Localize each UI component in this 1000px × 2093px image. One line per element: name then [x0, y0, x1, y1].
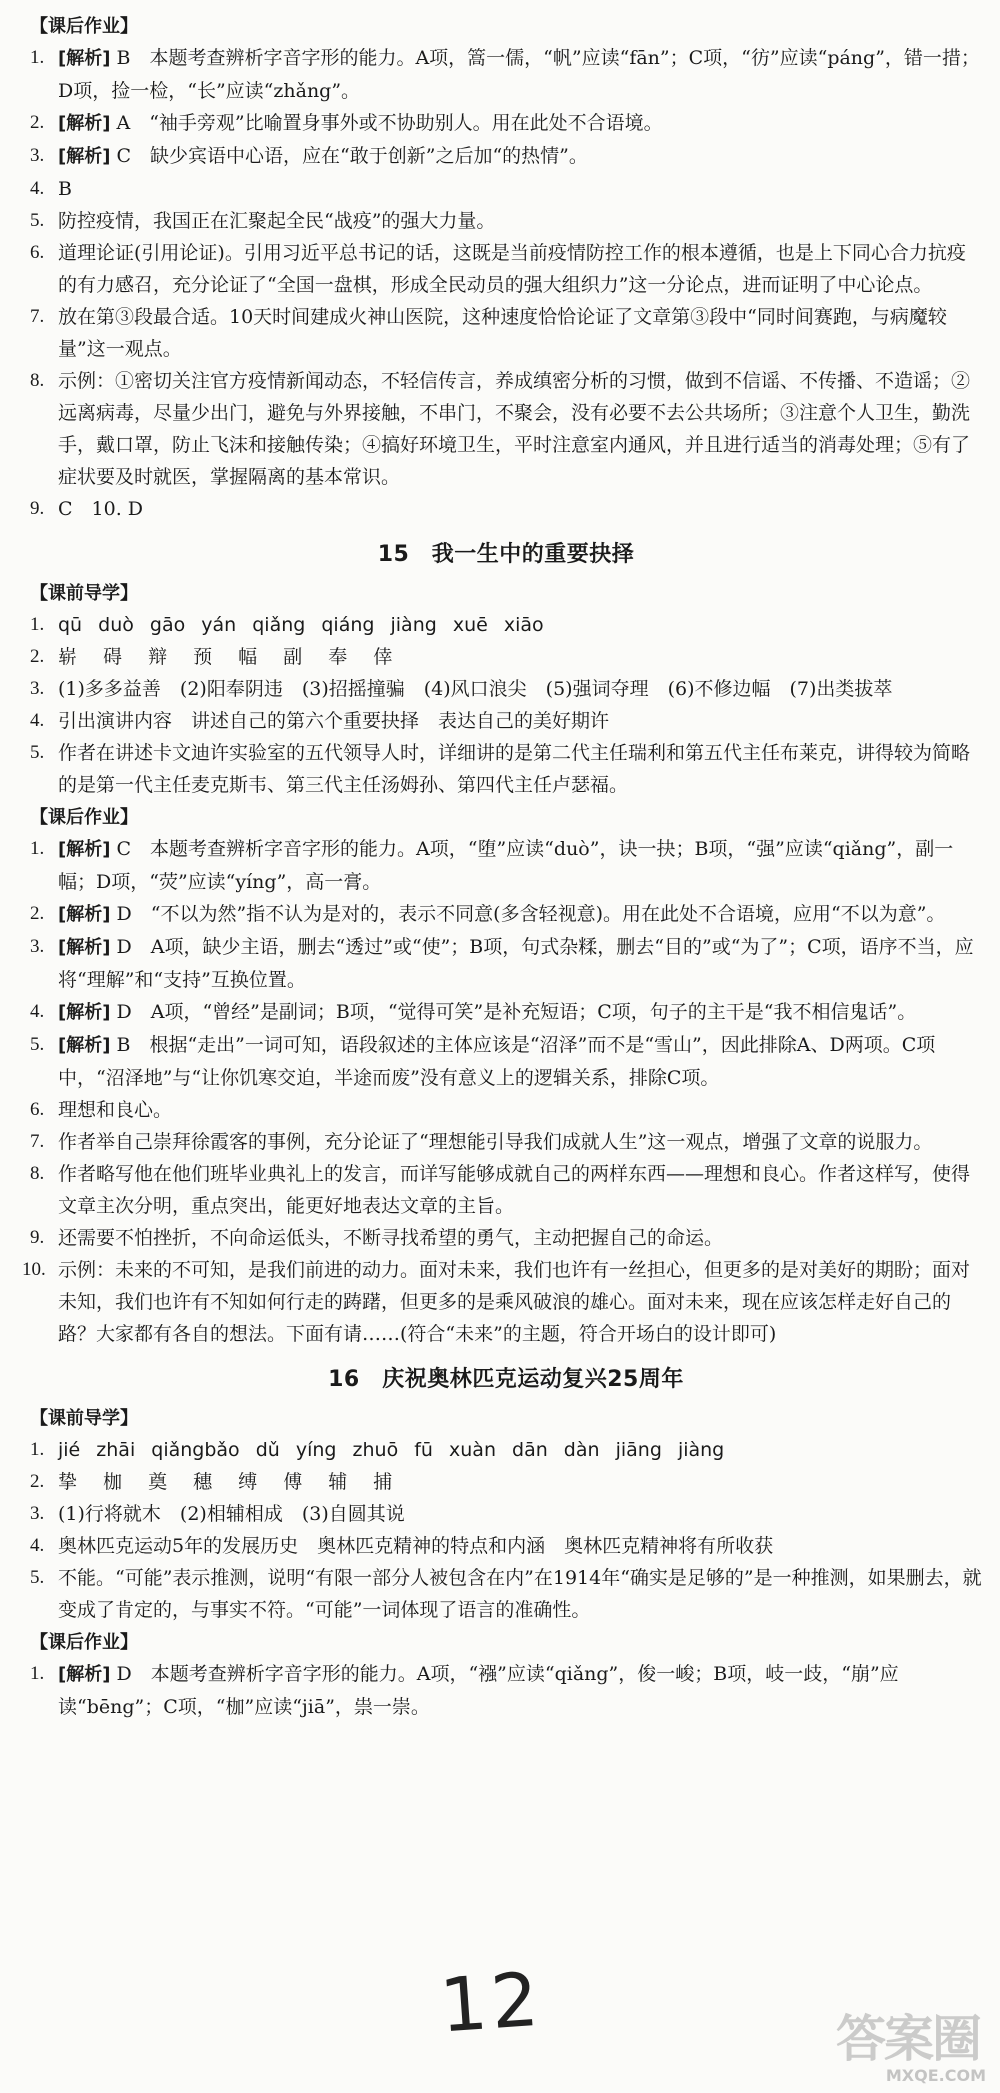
item-number: 5. — [30, 1034, 45, 1055]
item-text: B 本题考查辨析字音字形的能力。A项，篙一儒，“帆”应读“fān”；C项，“彷”应读“páng”，错一措；D项，捡一检，“长”应读“zhǎng”。 — [58, 47, 980, 102]
item-number: 9. — [30, 498, 45, 519]
preview-list — [30, 1434, 982, 1626]
item-text: qū duò gāo yán qiǎng qiáng jiàng xuē xiāo — [58, 614, 544, 636]
item-text: 作者举自己崇拜徐霞客的事例，充分论证了“理想能引导我们成就人生”这一观点，增强了文章的说服力。 — [58, 1131, 933, 1153]
list-item — [30, 301, 982, 365]
list-item — [30, 705, 982, 737]
item-body — [58, 205, 982, 237]
list-item — [30, 1094, 982, 1126]
item-body — [58, 1658, 982, 1723]
item-text: 不能。“可能”表示推测，说明“有限一部分人被包含在内”在1914年“确实是足够的”是一种推测，如果删去，就变成了肯定的，与事实不符。“可能”一词体现了语言的准确性。 — [58, 1567, 982, 1621]
analysis-tag: [解析] — [58, 904, 111, 925]
item-number: 3. — [30, 145, 45, 166]
item-text: 理想和良心。 — [58, 1099, 173, 1121]
item-body — [58, 365, 982, 493]
item-text: (1)行将就木 (2)相辅相成 (3)自圆其说 — [58, 1503, 405, 1525]
item-body — [58, 1562, 982, 1626]
analysis-tag: [解析] — [58, 1002, 111, 1023]
watermark-logo: 答案圈 — [836, 2010, 980, 2068]
list-item — [30, 1434, 982, 1466]
item-body — [58, 1498, 982, 1530]
item-text: 引出演讲内容 讲述自己的第六个重要抉择 表达自己的美好期许 — [58, 710, 610, 732]
item-text: C 本题考查辨析字音字形的能力。A项，“堕”应读“duò”，诀一抉；B项，“强”应读“qiǎng”，副一幅；D项，“荧”应读“yíng”，高一膏。 — [58, 838, 954, 893]
analysis-tag: [解析] — [58, 1664, 111, 1685]
item-text: 作者在讲述卡文迪许实验室的五代领导人时，详细讲的是第二代主任瑞利和第五代主任布莱克，讲得较为简略的是第一代主任麦克斯韦、第三代主任汤姆孙、第四代主任卢瑟福。 — [58, 742, 971, 796]
item-text: C 10. D — [58, 498, 144, 520]
item-body — [58, 301, 982, 365]
item-number: 7. — [30, 1131, 45, 1152]
list-item — [30, 173, 982, 205]
list-item — [30, 737, 982, 801]
item-number: 9. — [30, 1227, 45, 1248]
item-body — [58, 673, 982, 705]
analysis-tag: [解析] — [58, 1035, 111, 1056]
item-body — [58, 1158, 982, 1222]
item-text: D “不以为然”指不认为是对的，表示不同意(多含轻视意)。用在此处不合语境，应用“不以为意”。 — [116, 903, 946, 925]
item-body — [58, 237, 982, 301]
list-item — [30, 898, 982, 931]
item-body — [58, 493, 982, 525]
item-number: 3. — [30, 936, 45, 957]
item-body — [58, 1434, 982, 1466]
preview-label: 【课前导学】 — [30, 1408, 138, 1429]
item-text: (1)多多益善 (2)阳奉阴违 (3)招摇撞骗 (4)风口浪尖 (5)强词夺理 (6)不修边幅 (7)出类拔萃 — [58, 678, 893, 700]
item-number: 4. — [30, 1535, 45, 1556]
list-item — [30, 1530, 982, 1562]
homework-list — [30, 1658, 982, 1723]
item-body — [58, 42, 982, 107]
list-item — [30, 609, 982, 641]
item-text: jié zhāi qiǎngbǎo dǔ yíng zhuō fū xuàn dān dàn jiāng jiàng — [58, 1439, 725, 1461]
item-body — [58, 1254, 982, 1350]
analysis-tag: [解析] — [58, 113, 111, 134]
homework-label: 【课后作业】 — [30, 16, 138, 37]
item-number: 10. — [22, 1259, 46, 1280]
item-text: D 本题考查辨析字音字形的能力。A项，“襁”应读“qiǎng”，俊一峻；B项，岐一歧，“崩”应读“bēng”；C项，“枷”应读“jiā”，祟一崇。 — [58, 1663, 899, 1718]
list-item — [30, 205, 982, 237]
list-item — [30, 673, 982, 705]
preview-label: 【课前导学】 — [30, 583, 138, 604]
preview-list — [30, 609, 982, 801]
handwritten-page-number: 12 — [437, 1956, 546, 2050]
list-item — [30, 996, 982, 1029]
item-number: 4. — [30, 1001, 45, 1022]
item-body — [58, 641, 982, 673]
item-number: 2. — [30, 112, 45, 133]
list-item — [30, 833, 982, 898]
list-item — [30, 237, 982, 301]
list-item — [30, 1029, 982, 1094]
homework-list — [30, 42, 982, 525]
watermark-text: MXQE.COM — [885, 2066, 986, 2085]
item-text: 奥林匹克运动5年的发展历史 奥林匹克精神的特点和内涵 奥林匹克精神将有所收获 — [58, 1535, 774, 1557]
list-item — [30, 641, 982, 673]
list-item — [30, 493, 982, 525]
item-number: 4. — [30, 710, 45, 731]
item-body — [58, 931, 982, 996]
item-body — [58, 996, 982, 1029]
item-number: 1. — [30, 838, 45, 859]
item-number: 2. — [30, 1471, 45, 1492]
item-text: C 缺少宾语中心语，应在“敢于创新”之后加“的热情”。 — [116, 145, 588, 167]
item-text: D A项，缺少主语，删去“透过”或“使”；B项，句式杂糅，删去“目的”或“为了”；C项，语序不当，应将“理解”和“支持”互换位置。 — [58, 936, 974, 991]
item-number: 8. — [30, 1163, 45, 1184]
item-text: 作者略写他在他们班毕业典礼上的发言，而详写能够成就自己的两样东西——理想和良心。作者这样写，使得文章主次分明，重点突出，能更好地表达文章的主旨。 — [58, 1163, 971, 1217]
item-body — [58, 107, 982, 140]
item-number: 1. — [30, 1663, 45, 1684]
item-number: 6. — [30, 242, 45, 263]
homework-list — [22, 833, 982, 1350]
list-item — [30, 42, 982, 107]
item-body — [58, 1466, 982, 1498]
item-body — [58, 1530, 982, 1562]
list-item — [30, 140, 982, 173]
item-text: 示例：①密切关注官方疫情新闻动态，不轻信传言，养成缜密分析的习惯，做到不信谣、不传播、不造谣；②远离病毒，尽量少出门，避免与外界接触，不串门，不聚会，没有必要不去公共场所；③注意个人卫生，勤洗手，戴口罩，防止飞沫和接触传染；④搞好环境卫生，平时注意室内通风，并且进行适当的消毒处理；⑤有了症状要及时就医，掌握隔离的基本常识。 — [58, 370, 971, 488]
item-number: 1. — [30, 1439, 45, 1460]
item-number: 5. — [30, 1567, 45, 1588]
item-text: D A项，“曾经”是副词；B项，“觉得可笑”是补充短语；C项，句子的主干是“我不相信鬼话”。 — [116, 1001, 917, 1023]
item-text: 示例：未来的不可知，是我们前进的动力。面对未来，我们也许有一丝担心，但更多的是对美好的期盼；面对未知，我们也许有不知如何行走的踌躇，但更多的是乘风破浪的雄心。面对未来，现在应该怎样走好自己的路？大家都有各自的想法。下面有请……(符合“未来”的主题，符合开场白的设计即可) — [58, 1259, 971, 1345]
item-body — [58, 140, 982, 173]
lesson-16-title: 16 庆祝奥林匹克运动复兴25周年 — [328, 1367, 684, 1392]
item-number: 5. — [30, 210, 45, 231]
item-text: 挚 枷 奠 穗 缚 傅 辅 捕 — [58, 1471, 403, 1493]
item-body — [58, 1094, 982, 1126]
item-number: 3. — [30, 678, 45, 699]
item-number: 1. — [30, 47, 45, 68]
item-body — [58, 705, 982, 737]
item-text: 崭 碍 辩 预 幅 副 奉 倖 — [58, 646, 403, 668]
list-item — [30, 1466, 982, 1498]
list-item — [30, 1658, 982, 1723]
item-body — [58, 898, 982, 931]
item-number: 2. — [30, 646, 45, 667]
list-item — [30, 1222, 982, 1254]
item-number: 2. — [30, 903, 45, 924]
list-item — [30, 1126, 982, 1158]
item-number: 5. — [30, 742, 45, 763]
item-body — [58, 833, 982, 898]
item-text: 放在第③段最合适。10天时间建成火神山医院，这种速度恰恰论证了文章第③段中“同时间赛跑，与病魔较量”这一观点。 — [58, 306, 947, 360]
item-number: 3. — [30, 1503, 45, 1524]
item-text: 道理论证(引用论证)。引用习近平总书记的话，这既是当前疫情防控工作的根本遵循，也是上下同心合力抗疫的有力感召，充分论证了“全国一盘棋，形成全民动员的强大组织力”这一分论点，进而证明了中心论点。 — [58, 242, 966, 296]
item-number: 6. — [30, 1099, 45, 1120]
list-item — [30, 1562, 982, 1626]
lesson-15-title: 15 我一生中的重要抉择 — [377, 542, 635, 567]
item-body — [58, 1126, 982, 1158]
item-body — [58, 737, 982, 801]
item-text: A “袖手旁观”比喻置身事外或不协助别人。用在此处不合语境。 — [116, 112, 663, 134]
analysis-tag: [解析] — [58, 146, 111, 167]
item-number: 4. — [30, 178, 45, 199]
analysis-tag: [解析] — [58, 839, 111, 860]
watermark — [776, 1999, 986, 2085]
item-body — [58, 173, 982, 205]
item-text: 还需要不怕挫折，不向命运低头，不断寻找希望的勇气，主动把握自己的命运。 — [58, 1227, 724, 1249]
item-body — [58, 1222, 982, 1254]
item-text: B — [58, 178, 72, 200]
analysis-tag: [解析] — [58, 48, 111, 69]
item-number: 1. — [30, 614, 45, 635]
item-body — [58, 609, 982, 641]
item-body — [58, 1029, 982, 1094]
homework-label: 【课后作业】 — [30, 807, 138, 828]
item-number: 8. — [30, 370, 45, 391]
item-number: 7. — [30, 306, 45, 327]
list-item — [30, 1158, 982, 1222]
item-text: 防控疫情，我国正在汇聚起全民“战疫”的强大力量。 — [58, 210, 496, 232]
homework-label: 【课后作业】 — [30, 1632, 138, 1653]
list-item — [30, 931, 982, 996]
analysis-tag: [解析] — [58, 937, 111, 958]
list-item — [30, 1498, 982, 1530]
list-item — [30, 365, 982, 493]
item-text: B 根据“走出”一词可知，语段叙述的主体应该是“沼泽”而不是“雪山”，因此排除A、D两项。C项中，“沼泽地”与“让你饥寒交迫，半途而废”没有意义上的逻辑关系，排除C项。 — [58, 1034, 936, 1089]
list-item — [30, 107, 982, 140]
list-item — [22, 1254, 982, 1350]
